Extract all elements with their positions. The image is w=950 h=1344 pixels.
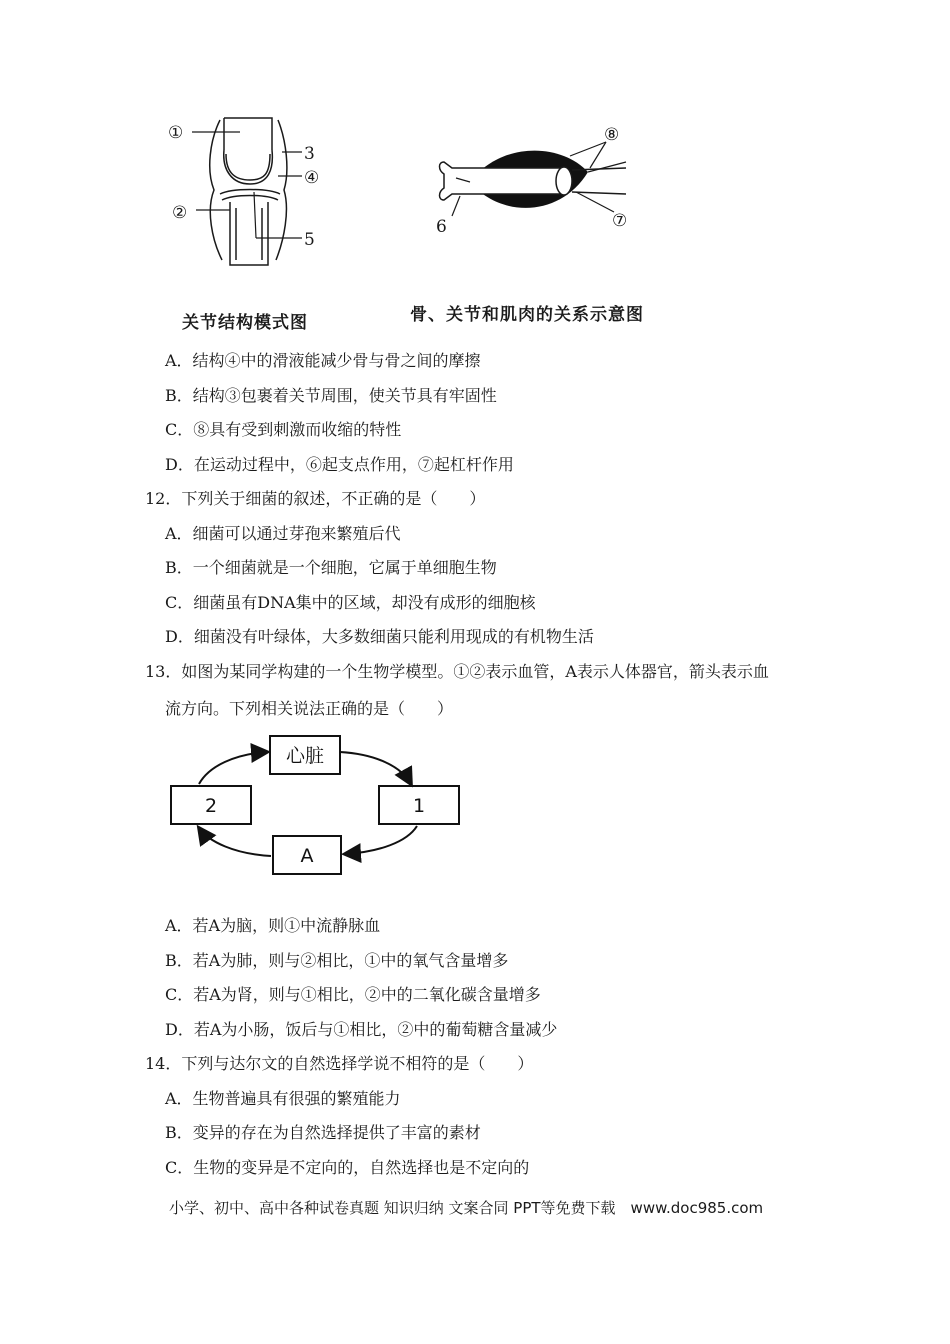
q13-option-d: D．若A为小肠，饭后与①相比，②中的葡萄糖含量减少 [165, 1020, 558, 1039]
q13-option-a: A．若A为脑，则①中流静脉血 [165, 916, 381, 935]
q13-option-b: B．若A为肺，则与②相比，①中的氧气含量增多 [165, 951, 509, 970]
muscle-label-8: ⑧ [604, 125, 620, 145]
q12-stem: 12．下列关于细菌的叙述，不正确的是（ ） [145, 489, 486, 508]
q14-stem: 14．下列与达尔文的自然选择学说不相符的是（ ） [145, 1054, 534, 1073]
bone-muscle-caption: 骨、关节和肌肉的关系示意图 [410, 305, 644, 325]
q12-option-c: C．细菌虽有DNA集中的区域，却没有成形的细胞核 [165, 593, 536, 612]
muscle-label-6: 6 [436, 217, 447, 237]
q12-option-d: D．细菌没有叶绿体，大多数细菌只能利用现成的有机物生活 [165, 627, 594, 646]
vessel-1-label: 1 [412, 795, 426, 817]
q14-option-b: B．变异的存在为自然选择提供了丰富的素材 [165, 1123, 481, 1142]
q12-option-a: A．细菌可以通过芽孢来繁殖后代 [165, 524, 401, 543]
q14-option-a: A．生物普遍具有很强的繁殖能力 [165, 1089, 401, 1108]
joint-label-2: ② [172, 203, 188, 223]
joint-label-4: ④ [304, 168, 320, 188]
q13-stem-line2: 流方向。下列相关说法正确的是（ ） [165, 699, 454, 718]
organ-a-label: A [300, 845, 314, 867]
heart-label: 心脏 [285, 745, 325, 767]
circulation-model-diagram [165, 730, 465, 880]
bone-muscle-diagram [430, 118, 640, 238]
vessel-2-label: 2 [204, 795, 218, 817]
joint-label-5: 5 [304, 230, 315, 250]
q14-option-c: C．生物的变异是不定向的，自然选择也是不定向的 [165, 1158, 530, 1177]
q11-option-c: C．⑧具有受到刺激而收缩的特性 [165, 420, 402, 439]
muscle-label-7: ⑦ [612, 211, 628, 231]
joint-label-3: 3 [304, 144, 315, 164]
q13-stem-line1: 13．如图为某同学构建的一个生物学模型。①②表示血管，A表示人体器官，箭头表示血 [145, 662, 769, 681]
page-footer: 小学、初中、高中各种试卷真题 知识归纳 文案合同 PPT等免费下载 www.doc985.com [169, 1199, 764, 1217]
q11-option-b: B．结构③包裹着关节周围，使关节具有牢固性 [165, 386, 497, 405]
joint-diagram-caption: 关节结构模式图 [182, 313, 308, 333]
joint-label-1: ① [168, 123, 184, 143]
q12-option-b: B．一个细菌就是一个细胞，它属于单细胞生物 [165, 558, 497, 577]
q11-option-a: A．结构④中的滑液能减少骨与骨之间的摩擦 [165, 351, 481, 370]
q13-option-c: C．若A为肾，则与①相比，②中的二氧化碳含量增多 [165, 985, 541, 1004]
q11-option-d: D．在运动过程中，⑥起支点作用，⑦起杠杆作用 [165, 455, 514, 474]
joint-structure-diagram [160, 110, 330, 280]
